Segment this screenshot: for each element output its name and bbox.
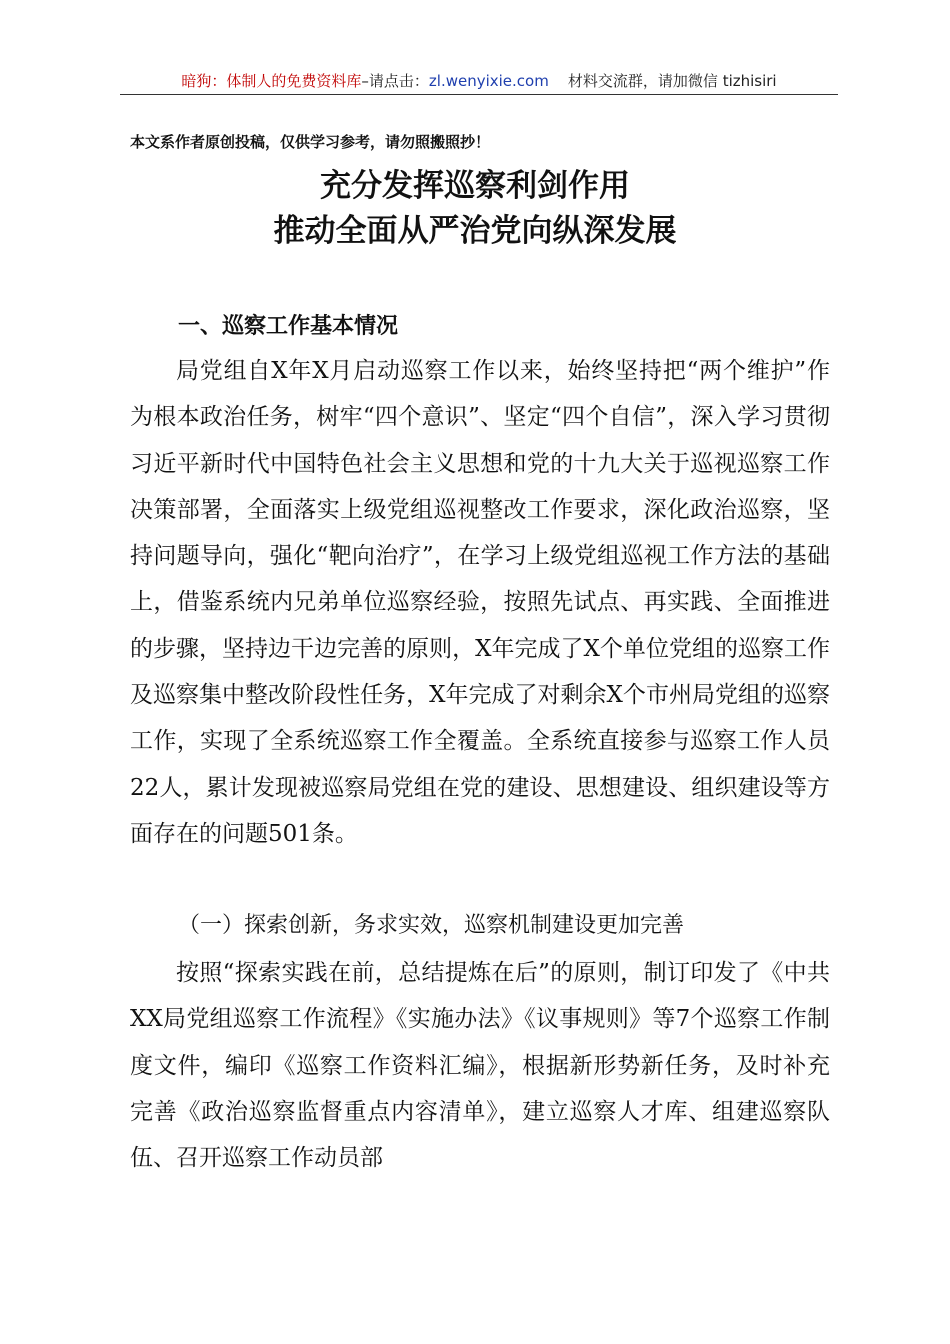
title-line-2: 推动全面从严治党向纵深发展 bbox=[273, 213, 677, 249]
header-divider bbox=[120, 94, 838, 95]
header-brand: 暗狗：体制人的免费资料库 bbox=[181, 72, 362, 90]
title-line-1: 充分发挥巡察利剑作用 bbox=[320, 168, 630, 204]
header-contact: 材料交流群，请加微信 tizhisiri bbox=[567, 72, 777, 90]
subsection-heading: （一）探索创新，务求实效，巡察机制建设更加完善 bbox=[178, 913, 685, 938]
page-header bbox=[120, 70, 838, 92]
section-heading: 一、巡察工作基本情况 bbox=[178, 314, 399, 339]
subsection-paragraph: 按照“探索实践在前，总结提炼在后”的原则，制订印发了《中共XX局党组巡察工作流程》《实施办法》《议事规则》等7个巡察工作制度文件，编印《巡察工作资料汇编》，根据新形势新任务，及时补充完善《政治巡察监督重点内容清单》，建立巡察人才库、组建巡察队伍、召开巡察工作动员部 bbox=[130, 960, 830, 1172]
header-prompt: –请点击： bbox=[361, 72, 429, 90]
header-link[interactable]: zl.wenyixie.com bbox=[428, 72, 549, 90]
section-paragraph: 局党组自X年X月启动巡察工作以来，始终坚持把“两个维护”作为根本政治任务，树牢“四个意识”、坚定“四个自信”，深入学习贯彻习近平新时代中国特色社会主义思想和党的十九大关于巡视巡察工作决策部署，全面落实上级党组巡视整改工作要求，深化政治巡察，坚持问题导向，强化“靶向治疗”，在学习上级党组巡视工作方法的基础上，借鉴系统内兄弟单位巡察经验，按照先试点、再实践、全面推进的步骤，坚持边干边完善的原则，X年完成了X个单位党组的巡察工作及巡察集中整改阶段性任务，X年完成了对剩余X个市州局党组的巡察工作，实现了全系统巡察工作全覆盖。全系统直接参与巡察工作人员22人，累计发现被巡察局党组在党的建设、思想建设、组织建设等方面存在的问题501条。 bbox=[130, 358, 830, 847]
copyright-notice: 本文系作者原创投稿，仅供学习参考，请勿照搬照抄！ bbox=[130, 133, 491, 151]
